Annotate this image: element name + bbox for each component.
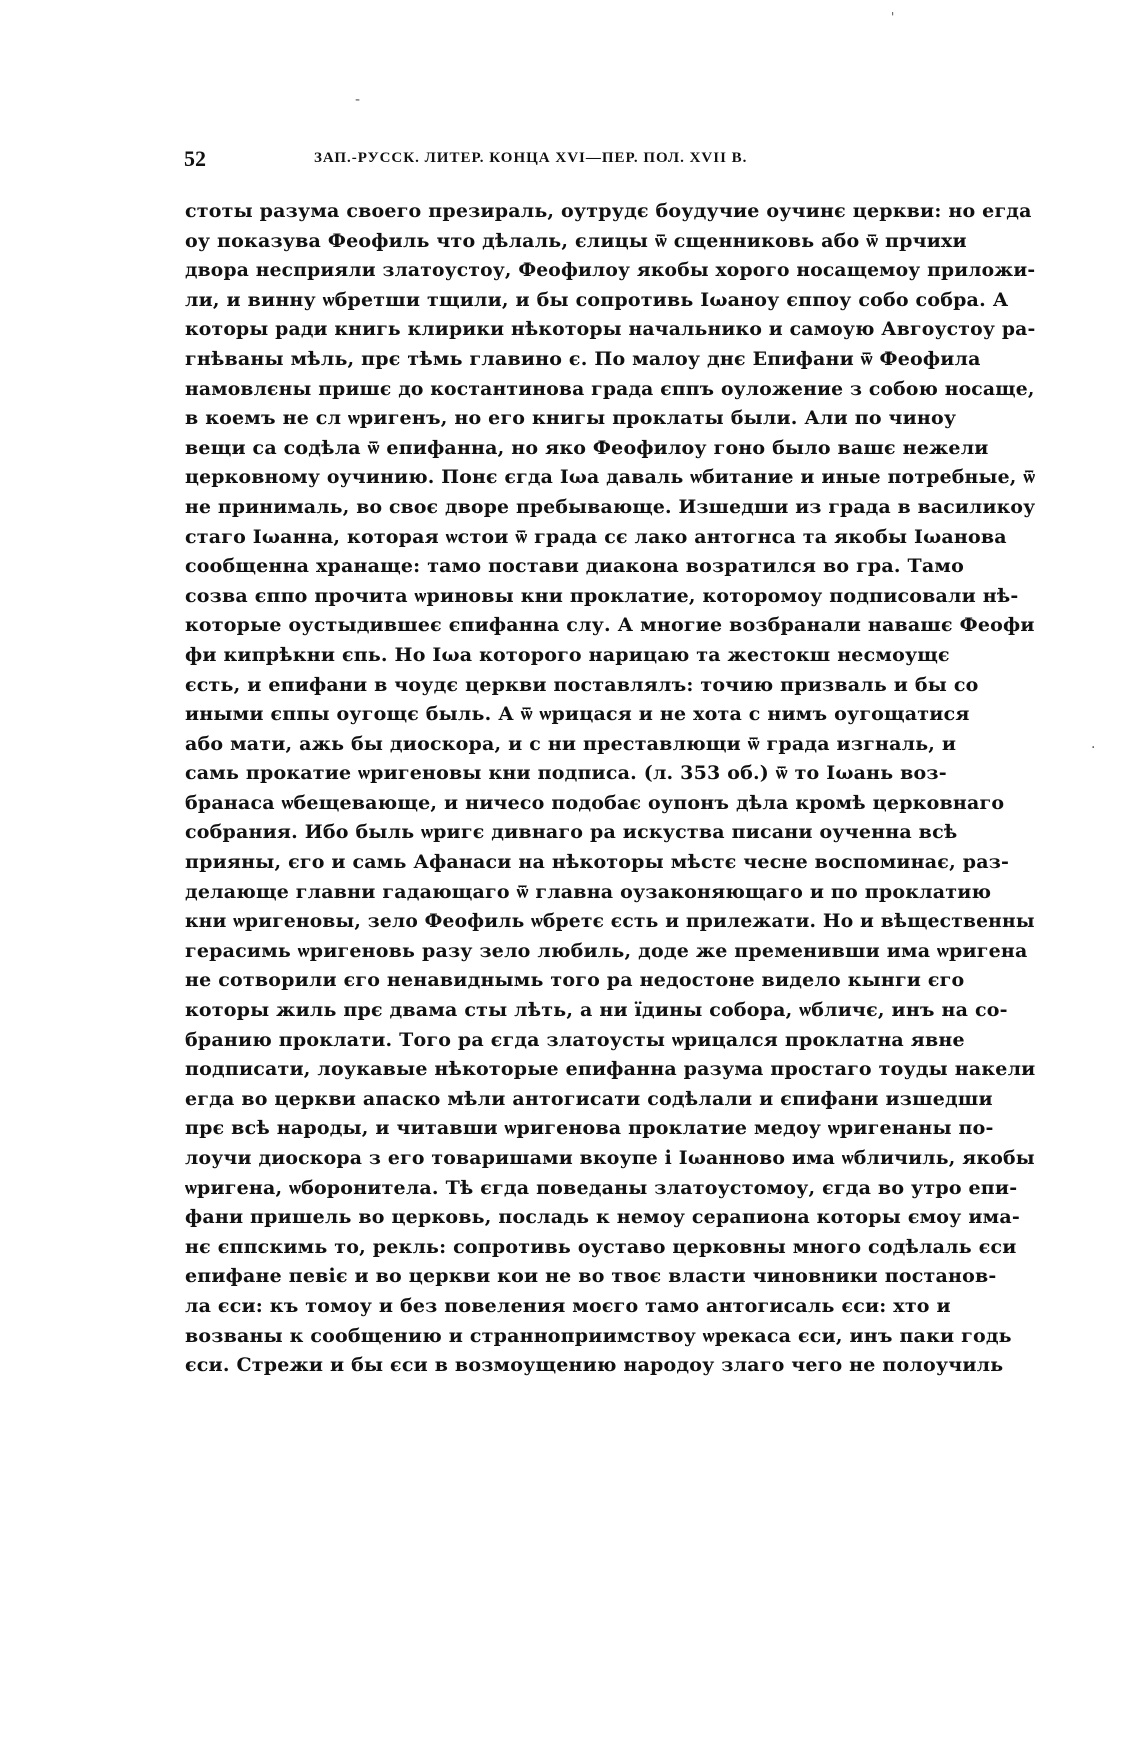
text-line: делающе главни гадающаго ѿ главна оузаконяющаго и по проклатию	[185, 880, 992, 903]
text-line: кни ѡригеновы, зело Феофиль ѡбретє єсть и прилежати. Но и вѣщественны	[185, 910, 1035, 933]
stray-mark: '	[891, 10, 895, 24]
text-line: собрания. Ибо быль ѡригє дивнаго ра искуства писани оученна всѣ	[185, 821, 958, 844]
text-line: єсть, и епифани в чоудє церкви поставлялъ: точию призваль и бы со	[185, 673, 979, 696]
stray-mark: ·	[1091, 740, 1096, 756]
text-line: которые оустыдившеє єпифанна слу. А многие возбранали навашє Феофи	[185, 614, 1035, 637]
text-line: церковному оучинию. Понє єгда Ιωа даваль ѡбитание и иные потребные, ѿ	[185, 466, 1036, 489]
text-line: єси. Стрежи и бы єси в возмоущению народоу злаго чего не полоучиль	[185, 1354, 1004, 1377]
text-line: самь прокатие ѡригеновы кни подписа. (л. 353 об.) ѿ то Ιωань воз-	[185, 762, 947, 785]
text-line: стаго Ιωанна, которая ѡстои ѿ града сє лако антогнса та якобы Ιωанова	[185, 525, 1007, 548]
text-line: не сотворили єго ненавиднымь того ра недостоне видело кынги єго	[185, 969, 965, 992]
text-line: созва єппо прочита ѡриновы кни проклатие, которомоу подписовали нѣ-	[185, 584, 1019, 607]
text-line: ѡригена, ѡборонитела. Тѣ єгда поведаны златоустомоу, єгда во утро епи-	[185, 1176, 1018, 1199]
page-number: 52	[184, 146, 206, 171]
body-text	[185, 197, 1035, 1381]
text-line: в коемъ не сл ѡригенъ, но его книгы проклаты были. Али по чиноу	[185, 407, 957, 430]
running-head: ЗАП.-РУССК. ЛИТЕР. КОНЦА XVI—ПЕР. ПОЛ. XVII В.	[314, 150, 748, 166]
text-line: намовлєны пришє до костантинова града єппъ оуложение з собою носаще,	[185, 377, 1035, 400]
text-line: ли, и винну ѡбретши тщили, и бы сопротивь Ιωаноу єппоу собо собра. А	[185, 288, 1009, 311]
text-line: або мати, ажь бы диоскора, и с ни преставлющи ѿ града изгналь, и	[185, 732, 957, 755]
text-line: егда во церкви апаско мѣли антогисати содѣлали и єпифани изшедши	[185, 1087, 993, 1110]
text-line: прияны, єго и самь Афанаси на нѣкоторы мѣстє чесне воспоминає, раз-	[185, 851, 1010, 874]
text-line: фани пришель во церковь, посладь к немоу серапиона которы ємоу има-	[185, 1206, 1020, 1229]
text-line: прє всѣ народы, и читавши ѡригенова проклатие медоу ѡригенаны по-	[185, 1117, 994, 1140]
stray-mark: -	[355, 92, 361, 108]
text-line: подписати, лоукавые нѣкоторые епифанна разума простаго тоуды накели	[185, 1058, 1036, 1081]
text-line: не принималь, во своє дворе пребывающе. Изшедши из града в василикоу	[185, 495, 1036, 518]
text-line: которы ради книгь клирики нѣкоторы начальнико и самоую Авгоустоу ра-	[185, 318, 1036, 341]
text-line: вещи са содѣла ѿ епифанна, но яко Феофилоу гоно было вашє нежели	[185, 436, 989, 459]
text-line: бранию проклати. Того ра єгда златоусты ѡрицался проклатна явне	[185, 1028, 965, 1051]
text-line: двора несприяли златоустоу, Феофилоу якобы хорого носащемоу приложи-	[185, 259, 1036, 282]
text-line: иными єппы оугощє быль. А ѿ ѡрицася и не хота с нимъ оугощатися	[185, 703, 970, 726]
text-line: стоты разума своего презираль, оутрудє боудучие оучинє церкви: но егда	[185, 200, 1032, 222]
text-line: фи кипрѣкни єпь. Но Ιωа которого нарицаю та жестокш несмоущє	[185, 643, 950, 666]
text-line: герасимь ѡригеновь разу зело любиль, доде же пременивши има ѡригена	[185, 939, 1028, 962]
text-line: лоучи диоскора з его товаришами вкоупе і Ιωанново има ѡбличиль, якобы	[185, 1147, 1035, 1169]
text-line: бранаса ѡбещевающе, и ничесо подобає оупонъ дѣла кромѣ церковнаго	[185, 791, 1005, 814]
text-line: которы жиль прє двама сты лѣть, а ни їдины собора, ѡбличє, инъ на со-	[185, 999, 1008, 1022]
text-line: нє єппскимь то, рекль: сопротивь оуставо церковны много содѣлаль єси	[185, 1235, 1017, 1258]
text-line: оу показува Феофиль что дѣлаль, єлицы ѿ сщенниковь або ѿ прчихи	[185, 229, 967, 252]
text-line: гнѣваны мѣль, прє тѣмь главино є. По малоу днє Епифани ѿ Феофила	[185, 347, 981, 370]
text-line: епифане певіє и во церкви кои не во твоє власти чиновники постанов-	[185, 1265, 997, 1288]
text-line: возваны к сообщению и странноприимствоу ѡрекаса єси, инъ паки годь	[185, 1324, 1012, 1347]
page-header	[184, 146, 994, 176]
text-line: сообщенна хранаще: тамо постави диакона возратился во гра. Тамо	[185, 555, 964, 578]
text-line: ла єси: къ томоу и без повеления моєго тамо антогисаль єси: хто и	[185, 1294, 951, 1317]
